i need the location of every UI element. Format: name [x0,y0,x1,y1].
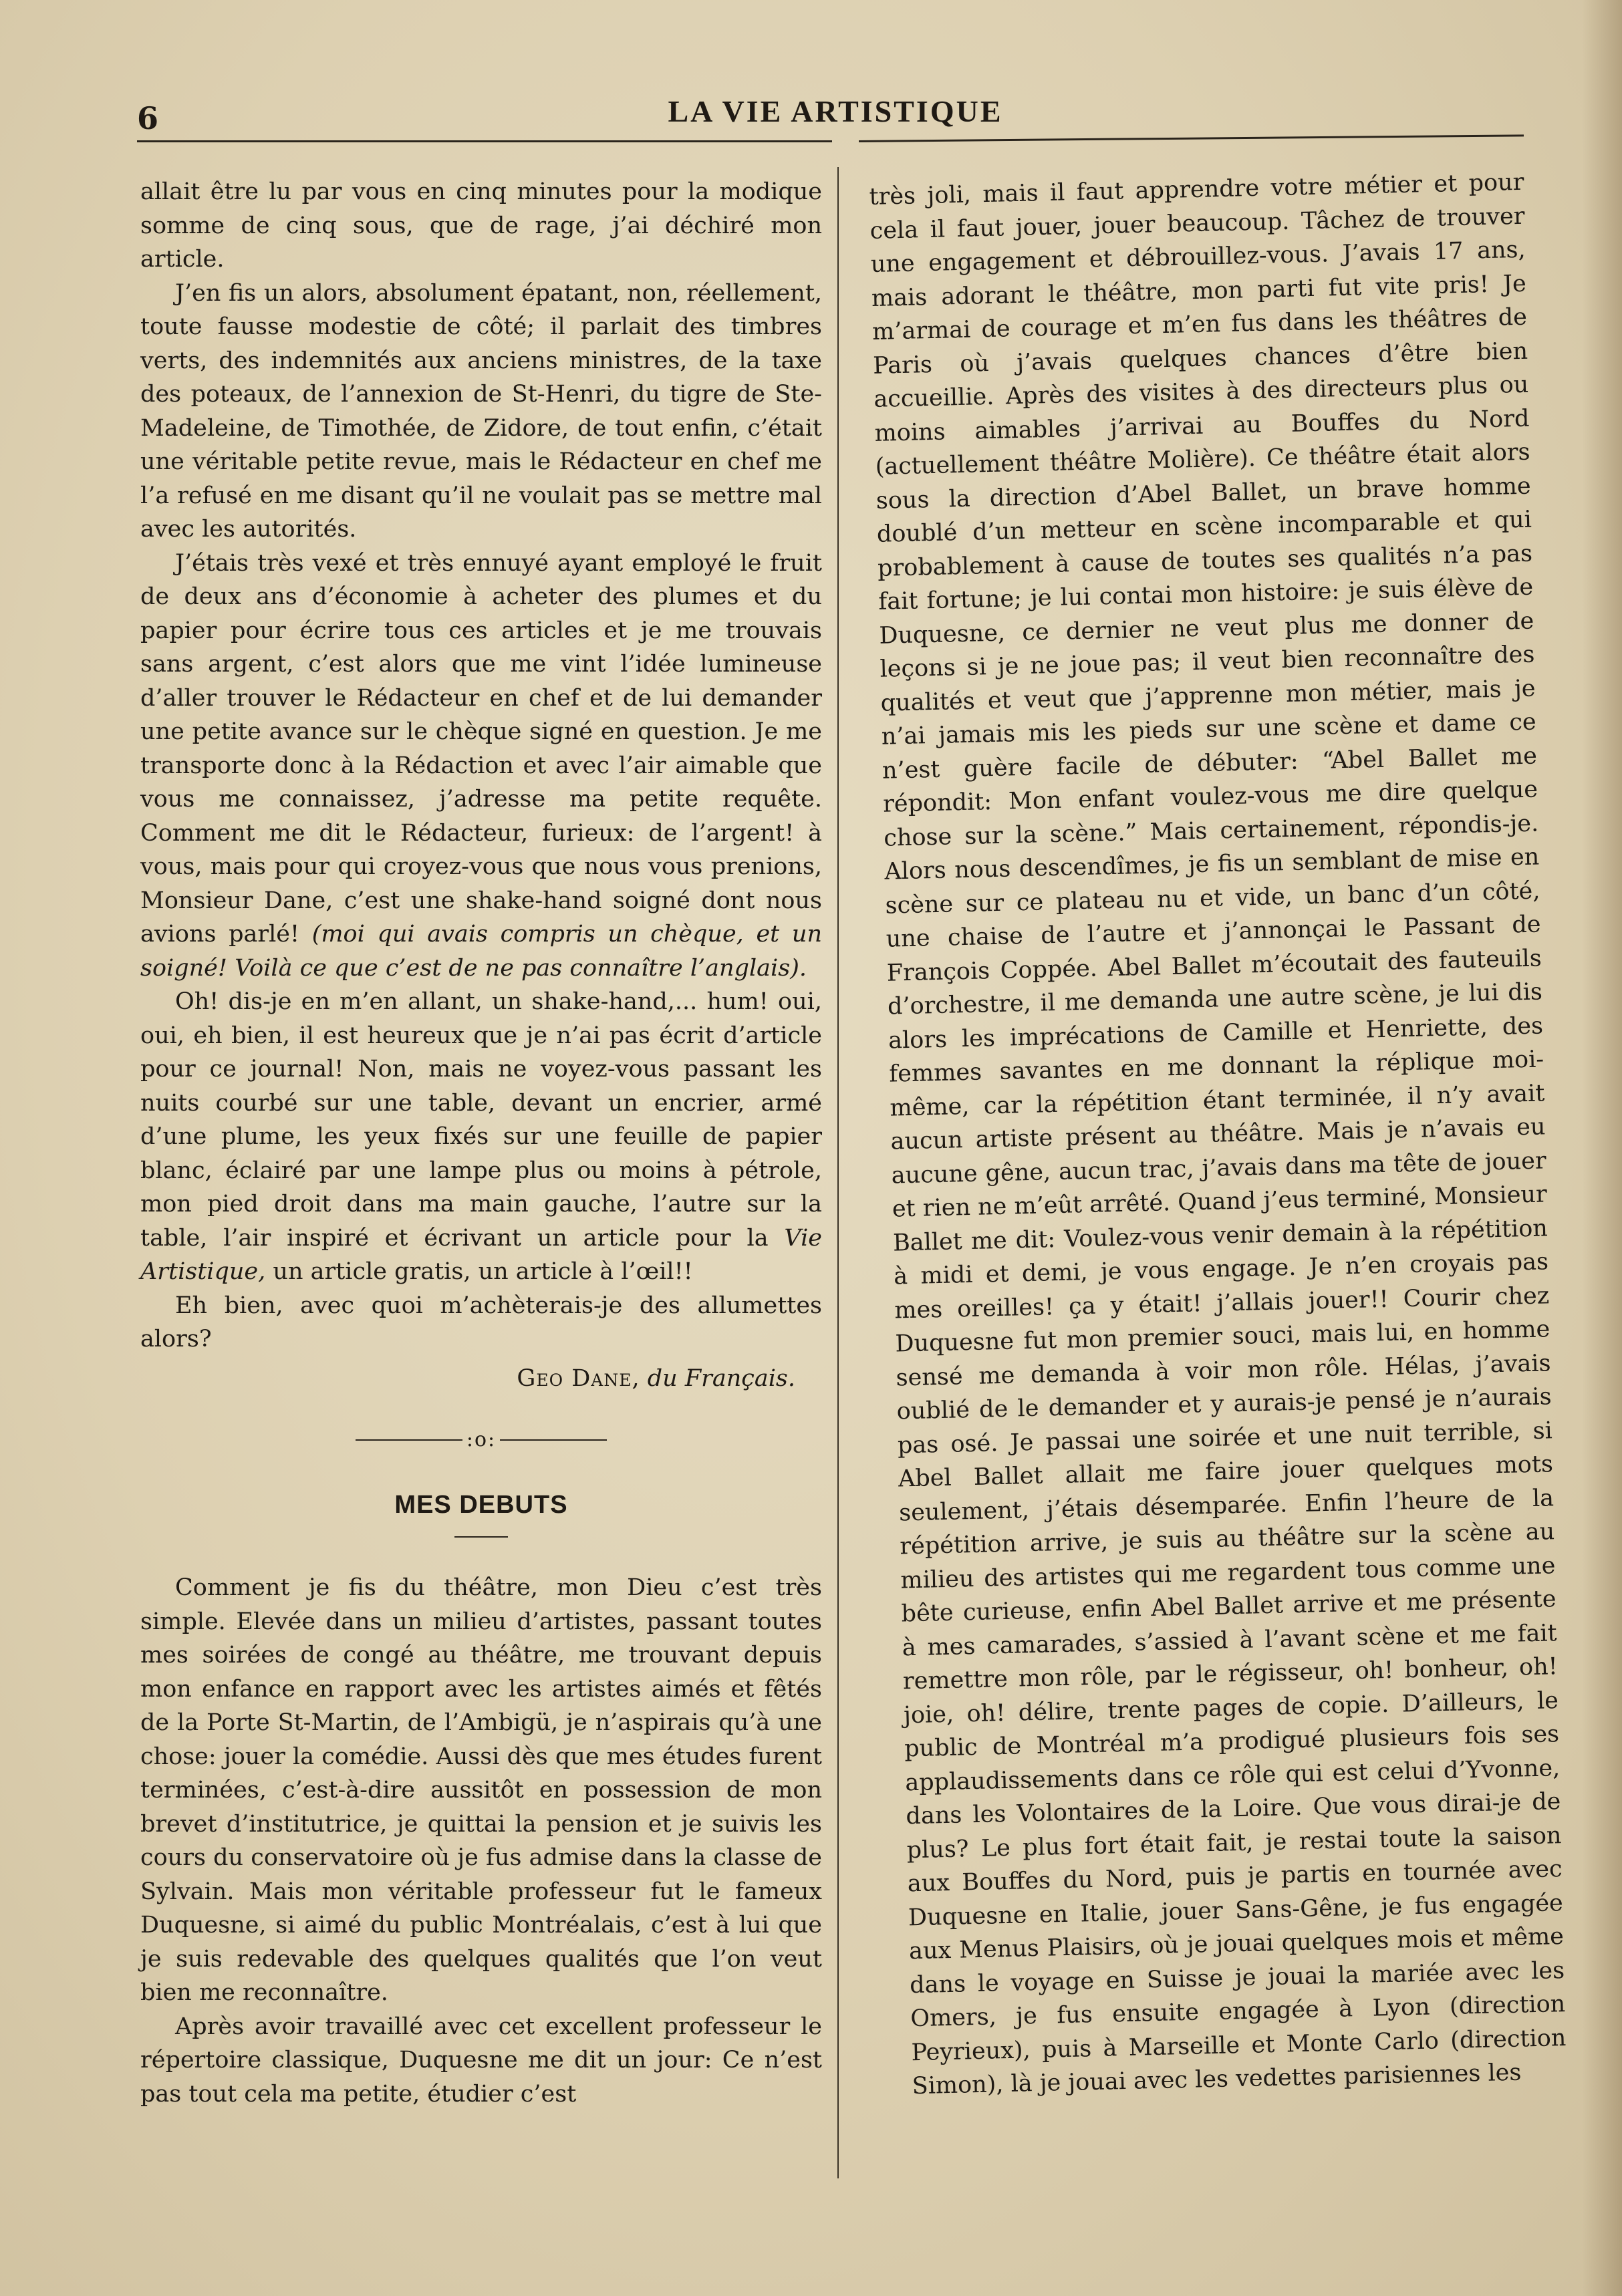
paragraph [140,547,822,986]
page-number: 6 [137,100,159,136]
left-column [140,175,822,2111]
title-underline [454,1536,508,1538]
paragraph: J’en fis un alors, absolument épatant, non, réellement, toute fausse modestie de côté; il parlait des timbres verts, des indemnités aux anciens ministres, de la taxe des poteaux, de l’annexion de St-Henri, du tigre de Ste-Madeleine, de Timothée, de Zidore, de tout enfin, c’était une véritable petite revue, mais le Rédacteur en chef me l’a refusé en me disant qu’il ne voulait pas se mettre mal avec les autorités. [140,279,822,543]
divider-mark: :o: [466,1428,497,1451]
signature-affiliation: du Français. [647,1365,795,1392]
section-divider [140,1423,822,1457]
paragraph: Eh bien, avec quoi m’achèterais-je des allumettes alors? [140,1292,822,1352]
divider-line [500,1439,607,1441]
section-title: MES DEBUTS [394,1490,568,1519]
publication-name: Vie Artistique, [140,1224,822,1285]
page-edge-shadow [1582,0,1622,2296]
signature-name: Geo Dane, [517,1365,640,1392]
running-title: LA VIE ARTISTIQUE [668,94,1003,128]
paragraph-text: Oh! dis-je en m’en allant, un shake-hand,... hum! oui, oui, eh bien, il est heureux que je n’ai pas écrit d’article pour ce journal! Non, mais ne voyez-vous passant les nuits courbé sur une table, devant un encrier, armé d’une plume, les yeux fixés sur une feuille de papier blanc, éclairé par une lampe plus ou moins à pétrole, mon pied droit dans ma main gauche, l’autre sur la table, l’air inspiré et écrivant un article pour la [140,988,822,1252]
paragraph: allait être lu par vous en cinq minutes pour la modique somme de cinq sous, que de rage, j’ai déchiré mon article. [140,178,822,273]
paragraph-text: un article gratis, un article à l’œil!! [265,1258,693,1285]
paragraph [140,985,822,1289]
header-rule-left [137,140,832,142]
paragraph: Comment je fis du théâtre, mon Dieu c’est très simple. Elevée dans un milieu d’artistes, passant toutes mes soirées de congé au théâtre, me trouvant depuis mon enfance en rapport avec les artistes aimés et fêtés de la Porte St-Martin, de l’Ambigü, je n’aspirais qu’à une chose: jouer la comédie. Aussi dès que mes études furent terminées, c’est-à-dire aussitôt en possession de mon brevet d’institutrice, je quittai la pension et je suivis les cours du conservatoire où je fus admise dans la classe de Sylvain. Mais mon véritable professeur fut le fameux Duquesne, si aimé du public Montréalais, c’est à lui que je suis redevable des quelques qualités que l’on veut bien me reconnaître. [140,1574,822,2006]
paragraph-text: J’étais très vexé et très ennuyé ayant employé le fruit de deux ans d’économie à acheter des plumes et du papier pour écrire tous ces articles et je me trouvais sans argent, c’est alors que me vint l’idée lumineuse d’aller trouver le Rédacteur en chef et de lui demander une petite avance sur le chèque signé en question. Je me transporte donc à la Rédaction et avec l’air aimable que vous me connaissez, j’adresse ma petite requête. Comment me dit le Rédacteur, furieux: de l’argent! à vous, mais pour qui croyez-vous que nous vous prenions, Monsieur Dane, c’est une shake-hand soigné dont nous avions parlé! [140,549,822,948]
column-divider [837,167,839,2178]
italic-aside: (moi qui avais compris un chèque, et un soigné! Voilà ce que c’est de ne pas connaître l’anglais). [140,921,822,982]
paragraph: très joli, mais il faut apprendre votre métier et pour cela il faut jouer, jouer beaucoup. Tâchez de trouver une engagement et débrouillez-vous. J’avais 17 ans, mais adorant le théâtre, mon parti fut vite pris! Je m’armai de courage et m’en fus dans les théâtres de Paris où j’avais quelques chances d’être bien accueillie. Après des visites à des directeurs plus ou moins aimables j’arrivai au Bouffes du Nord (actuellement théâtre Molière). Ce théâtre était alors sous la direction d’Abel Ballet, un brave homme doublé d’un metteur en scène incomparable et qui probablement à cause de toutes ses qualités n’a pas fait fortune; je lui contai mon histoire: je suis élève de Duquesne, ce dernier ne veut plus me donner de leçons si je ne joue pas; il veut bien reconnaître des qualités et veut que j’apprenne mon métier, mais je n’ai jamais mis les pieds sur une scène et dame ce n’est guère facile de débuter: “Abel Ballet me répondit: Mon enfant voulez-vous me dire quelque chose sur la scène.” Mais certainement, répondis-je. Alors nous descendîmes, je fis un semblant de mise en scène sur ce plateau nu et vide, un banc d’un côté, une chaise de l’autre et j’annonçai le Passant de François Coppée. Abel Ballet m’écoutait des fauteuils d’orchestre, il me demanda une autre scène, je lui dis alors les imprécations de Camille et Henriette, des femmes savantes en me donnant la réplique moi-même, car la répétition étant terminée, il n’y avait aucun artiste présent au théâtre. Mais je n’avais eu aucune gêne, aucun trac, j’avais dans ma tête de jouer et rien ne m’eût arrêté. Quand j’eus terminé, Monsieur Ballet me dit: Voulez-vous venir demain à la répétition à midi et demi, je vous engage. Je n’en croyais pas mes oreilles! ça y était! j’allais jouer!! Courir chez Duquesne fut mon premier souci, mais lui, en homme sensé me demanda à voir mon rôle. Hélas, j’avais oublié de le demander et y aurais-je pensé je n’aurais pas osé. Je passai une soirée et une nuit terrible, si Abel Ballet allait me faire jouer quelques mots seulement, j’étais désemparée. Enfin l’heure de la répétition arrive, je suis au théâtre sur la scène au milieu des artistes qui me regardent tous comme une bête curieuse, enfin Abel Ballet arrive et me présente à mes camarades, s’assied à l’avant scène et me fait remettre mon rôle, par le régisseur, oh! bonheur, oh! joie, oh! délire, trente pages de copie. D’ailleurs, le public de Montréal m’a prodigué plusieurs fois ses applaudissements dans ce rôle qui est celui d’Yvonne, dans les Volontaires de la Loire. Que vous dirai-je de plus? Le plus fort était fait, je restai toute la saison aux Bouffes du Nord, puis je partis en tournée avec Duquesne en Italie, jouer Sans-Gêne, je fus engagée aux Menus Plaisirs, où je jouai quelques mois et même dans le voyage en Suisse je jouai la mariée avec les Omers, je fus ensuite engagée à Lyon (direction Peyrieux), puis à Marseille et Monte Carlo (direction Simon), là je jouai avec les vedettes parisiennes les [869,168,1567,2100]
paragraph: Après avoir travaillé avec cet excellent professeur le répertoire classique, Duquesne me dit un jour: Ce n’est pas tout cela ma petite, étudier c’est [140,2013,822,2108]
divider-line [356,1439,462,1441]
signature [140,1362,822,1396]
header-rule-right [859,134,1524,142]
right-column [869,166,1567,2104]
